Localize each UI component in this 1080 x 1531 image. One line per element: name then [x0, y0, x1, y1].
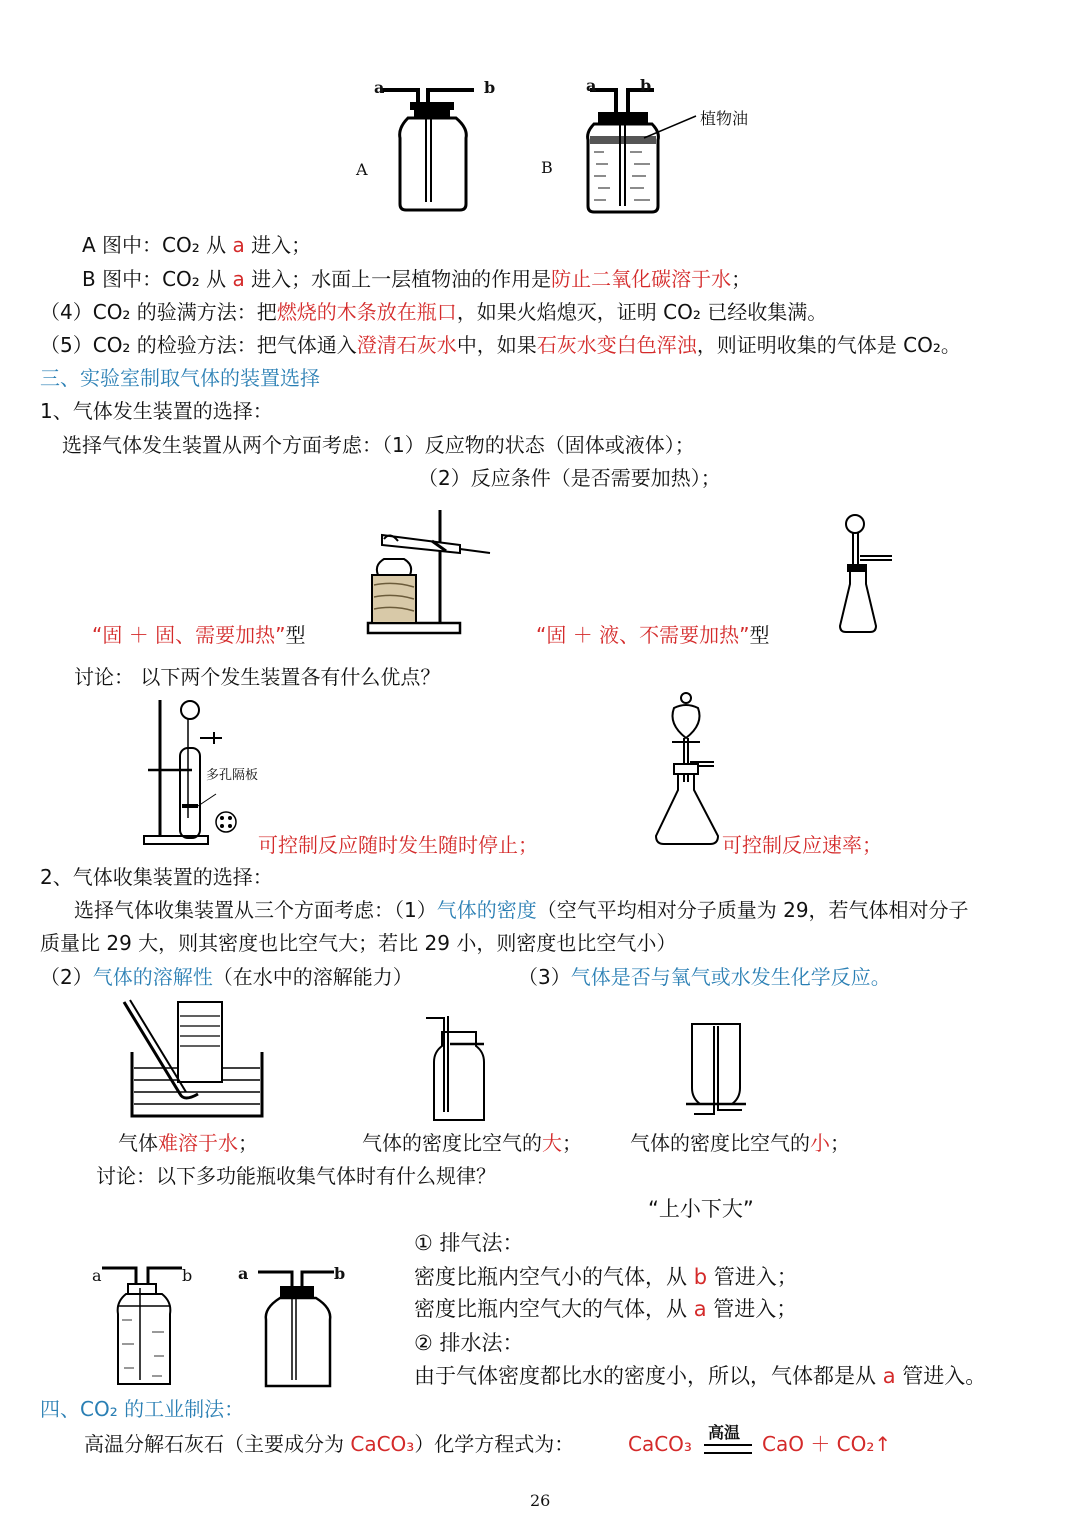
- discussion-1: 讨论： 以下两个发生装置各有什么优点？: [74, 665, 441, 689]
- gas-bottle-b-figure: [580, 76, 700, 216]
- collect-label-3: 气体的密度比空气的小；: [630, 1131, 850, 1155]
- method-1: ① 排气法：: [414, 1231, 524, 1255]
- collect-line-2: 质量比 29 大，则其密度也比空气大；若比 29 小，则密度也比空气小）: [40, 931, 677, 955]
- collect-line-3b: （3）气体是否与氧气或水发生化学反应。: [518, 965, 891, 989]
- heating-apparatus-figure: [360, 505, 500, 640]
- section-3-title: 三、实验室制取气体的装置选择: [40, 366, 320, 390]
- water-displacement-figure: [118, 998, 268, 1122]
- gas-bottle-a-figure: [370, 78, 490, 218]
- line-5: （5）CO₂ 的检验方法：把气体通入澄清石灰水中，如果石灰水变白色浑浊，则证明收集的气体是 CO₂。: [40, 333, 961, 357]
- heading-1: 1、气体发生装置的选择：: [40, 399, 273, 423]
- collect-line-1: 选择气体收集装置从三个方面考虑：（1）气体的密度（空气平均相对分子质量为 29，若气体相对分子: [74, 898, 969, 922]
- line-a: A 图中：CO₂ 从 a 进入；: [82, 233, 312, 257]
- method-1a: 密度比瓶内空气小的气体，从 b 管进入；: [414, 1265, 798, 1289]
- mf-label-a-2: a: [238, 1264, 249, 1283]
- rule-label: “上小下大”: [648, 1197, 754, 1221]
- heading-2: 2、气体收集装置的选择：: [40, 865, 273, 889]
- equation-left: CaCO₃: [628, 1432, 692, 1456]
- method-2a: 由于气体密度都比水的密度小，所以，气体都是从 a 管进入。: [414, 1364, 987, 1388]
- upward-air-displacement-figure: [420, 1012, 500, 1124]
- method-1b: 密度比瓶内空气大的气体，从 a 管进入；: [414, 1297, 798, 1321]
- solid-liquid-flask-figure: [830, 512, 900, 637]
- para-1: 选择气体发生装置从两个方面考虑：（1）反应物的状态（固体或液体）；: [62, 433, 695, 457]
- para-2: （2）反应条件（是否需要加热）；: [418, 466, 721, 490]
- advantage-2: 可控制反应速率；: [722, 833, 882, 857]
- porous-plate-label: 多孔隔板: [206, 768, 259, 783]
- label-b: b: [484, 78, 496, 97]
- line-b: B 图中：CO₂ 从 a 进入；水面上一层植物油的作用是防止二氧化碳溶于水；: [82, 267, 752, 291]
- line-4: （4）CO₂ 的验满方法：把燃烧的木条放在瓶口，如果火焰熄灭，证明 CO₂ 已经收集满。: [40, 300, 828, 324]
- equation-equals-sign: [704, 1444, 752, 1454]
- type-1-label: “固 ＋ 固、需要加热”型: [92, 623, 306, 647]
- equation-right: CaO ＋ CO₂↑: [762, 1432, 892, 1456]
- collect-label-2: 气体的密度比空气的大；: [362, 1131, 582, 1155]
- mf-label-b-2: b: [334, 1264, 346, 1283]
- label-a: a: [374, 78, 385, 97]
- mf-label-a-1: a: [92, 1266, 102, 1285]
- industrial-method-line: 高温分解石灰石（主要成分为 CaCO₃）化学方程式为：: [84, 1432, 575, 1456]
- separatory-funnel-apparatus-figure: [648, 690, 728, 850]
- type-2-label: “固 ＋ 液、不需要加热”型: [536, 623, 770, 647]
- downward-air-displacement-figure: [680, 1018, 760, 1126]
- equation-condition: 高温: [708, 1423, 741, 1442]
- mf-label-b-1: b: [182, 1266, 193, 1285]
- label-A: A: [356, 160, 368, 179]
- label-a-b: a: [586, 76, 597, 95]
- method-2: ② 排水法：: [414, 1331, 524, 1355]
- section-4-title: 四、CO₂ 的工业制法：: [40, 1397, 245, 1421]
- page-number: 26: [530, 1491, 551, 1510]
- discussion-2: 讨论：以下多功能瓶收集气体时有什么规律？: [96, 1164, 496, 1188]
- label-oil: 植物油: [700, 109, 749, 128]
- label-b-b: b: [640, 76, 652, 95]
- collect-label-1: 气体难溶于水；: [118, 1131, 258, 1155]
- collect-line-3a: （2）气体的溶解性（在水中的溶解能力）: [40, 965, 413, 989]
- label-B: B: [541, 158, 553, 177]
- advantage-1: 可控制反应随时发生随时停止；: [258, 833, 538, 857]
